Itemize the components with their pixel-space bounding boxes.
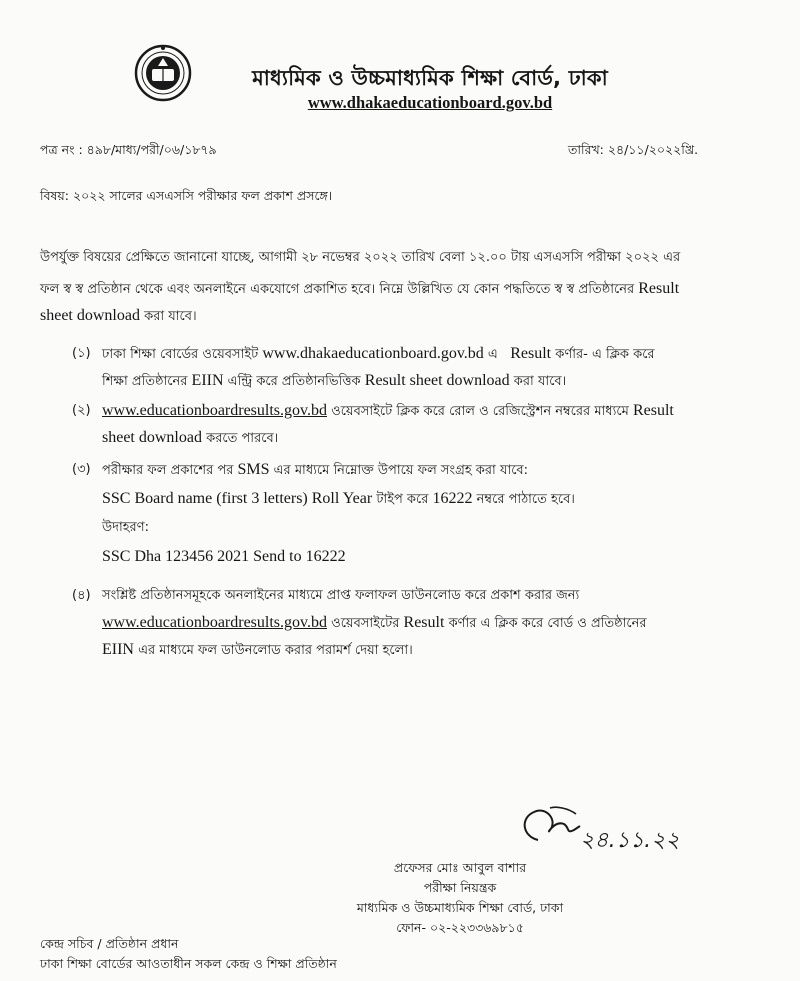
item-1-text-h: এন্ট্রি করে প্রতিষ্ঠানভিত্তিক <box>227 374 361 389</box>
item-3-text-c: এর মাধ্যমে নিম্নোক্ত উপায়ে ফল সংগ্রহ করা যাবে: <box>273 463 529 478</box>
item-1-eiin: EIIN <box>191 372 224 389</box>
item-3-text-g: নম্বরে পাঠাতে হবে। <box>476 492 575 507</box>
item-3-example: SSC Dha 123456 2021 Send to 16222 <box>102 548 346 565</box>
item-4-number: (৪) <box>72 588 91 603</box>
item-4-text-e: কর্ণার এ ক্লিক করে বোর্ড ও প্রতিষ্ঠানের <box>448 616 647 631</box>
item-1-text-c: এ <box>487 347 498 362</box>
memo-number: পত্র নং : ৪৯৮/মাধ্য/পরী/০৬/১৮৭৯ <box>40 142 217 157</box>
item-4-result-word: Result <box>403 614 445 631</box>
item-4-line-1: সংশ্লিষ্ট প্রতিষ্ঠানসমূহকে অনলাইনের মাধ্যমে প্রাপ্ত ফলাফল ডাউনলোড করে প্রকাশ করার জন্য <box>102 588 580 603</box>
item-2-line-2 <box>102 424 726 451</box>
intro-line-1: উপর্যুক্ত বিষয়ের প্রেক্ষিতে জানানো যাচ্ছে, আগামী ২৮ নভেম্বর ২০২২ তারিখ বেলা ১২.০০ টায় এসএসসি পরীক্ষা ২০২২ এর <box>40 250 681 265</box>
intro-line-3-text: করা যাবে। <box>144 309 197 324</box>
signatory-name: প্রফেসর মোঃ আবুল বাশার <box>393 860 527 875</box>
item-1-result-word: Result <box>510 345 552 362</box>
recipient-line-1: কেন্দ্র সচিব / প্রতিষ্ঠান প্রধান <box>40 936 179 951</box>
board-name: মাধ্যমিক ও উচ্চমাধ্যমিক শিক্ষা বোর্ড, ঢাকা <box>252 66 608 90</box>
item-2-line-1 <box>102 397 726 424</box>
item-4-text-c: ওয়েবসাইটের <box>331 616 400 631</box>
subject-line: বিষয়: ২০২২ সালের এসএসসি পরীক্ষার ফল প্রকাশ প্রসঙ্গে। <box>40 188 333 203</box>
signature-date: ২৪.১১.২২ <box>580 828 680 853</box>
item-3-text-a: পরীক্ষার ফল প্রকাশের পর <box>102 463 234 478</box>
item-1-website[interactable]: www.dhakaeducationboard.gov.bd <box>262 345 484 362</box>
item-3-line-2 <box>102 485 726 512</box>
item-3-example-label: উদাহরণ: <box>102 520 149 535</box>
item-4-line-3 <box>102 636 726 663</box>
item-3-line-1 <box>102 456 726 483</box>
board-website-link[interactable]: www.dhakaeducationboard.gov.bd <box>307 93 553 112</box>
intro-result-word: Result <box>638 280 680 297</box>
item-3-sms-format: SSC Board name (first 3 letters) Roll Year <box>102 490 373 507</box>
letter-date: তারিখ: ২৪/১১/২০২২খ্রি. <box>568 142 699 157</box>
item-3-sms: SMS <box>237 461 270 478</box>
item-1-number: (১) <box>72 346 91 361</box>
item-2-sheet-download: sheet download <box>102 429 202 446</box>
item-4-line-2 <box>102 609 726 636</box>
item-1-text-j: করা যাবে। <box>513 374 567 389</box>
item-4-text-g: এর মাধ্যমে ফল ডাউনলোড করার পরামর্শ দেয়া হলো। <box>138 643 413 658</box>
item-2-text-b: ওয়েবসাইটে ক্লিক করে রোল ও রেজিস্ট্রেশন নম্বরের মাধ্যমে <box>331 404 629 419</box>
item-2-result-word: Result <box>632 402 674 419</box>
item-4-website-link[interactable]: www.educationboardresults.gov.bd <box>102 614 327 631</box>
item-2-website-link[interactable]: www.educationboardresults.gov.bd <box>102 402 327 419</box>
item-1-text-f: শিক্ষা প্রতিষ্ঠানের <box>102 374 188 389</box>
item-1-text-e: কর্ণার- এ ক্লিক করে <box>555 347 655 362</box>
signatory-designation: পরীক্ষা নিয়ন্ত্রক <box>423 880 497 895</box>
item-3-text-e: টাইপ করে <box>376 492 429 507</box>
item-3-number: (৩) <box>72 462 91 477</box>
intro-line-2 <box>40 275 679 302</box>
recipient-line-2: ঢাকা শিক্ষা বোর্ডের আওতাধীন সকল কেন্দ্র ও শিক্ষা প্রতিষ্ঠান <box>40 956 337 971</box>
item-1-text-a: ঢাকা শিক্ষা বোর্ডের ওয়েবসাইট <box>102 347 259 362</box>
item-2-text-e: করতে পারবে। <box>206 431 279 446</box>
item-4-eiin: EIIN <box>102 641 134 658</box>
intro-line-2-text: ফল স্ব স্ব প্রতিষ্ঠান থেকে এবং অনলাইনে একযোগে প্রকাশিত হবে। নিম্নে উল্লিখিত যে কোন পদ্ধতিতে স্ব স্ব প্রতিষ্ঠানের <box>40 282 635 297</box>
item-2-number: (২) <box>72 403 91 418</box>
item-1-line-2 <box>102 367 726 394</box>
signatory-office: মাধ্যমিক ও উচ্চমাধ্যমিক শিক্ষা বোর্ড, ঢাকা <box>356 900 564 915</box>
signatory-phone: ফোন- ০২-২২৩৩৬৯৮১৫ <box>396 920 524 935</box>
item-1-result-sheet: Result sheet download <box>364 372 510 389</box>
intro-sheet-download: sheet download <box>40 307 140 324</box>
item-1-line-1 <box>102 340 726 367</box>
item-3-short-code: 16222 <box>432 490 473 507</box>
intro-line-3 <box>40 302 197 329</box>
